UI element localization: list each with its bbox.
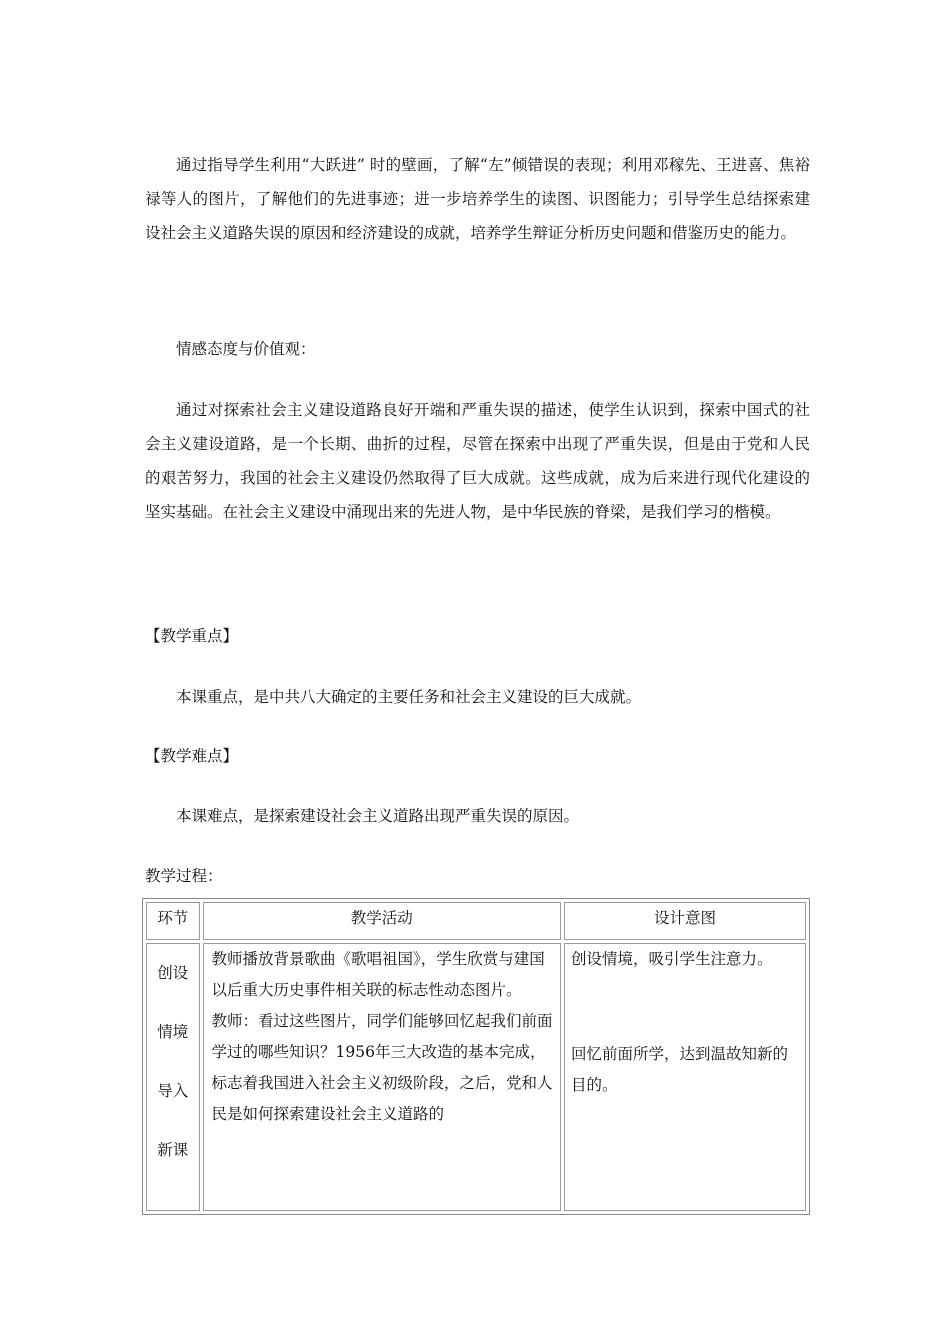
difficult-point-heading: 【教学难点】 (145, 747, 239, 765)
stage-cell (146, 943, 200, 1211)
ability-objective-paragraph: 通过指导学生利用“大跃进” 时的壁画，了解“左”倾错误的表现；利用邓稼先、王进喜、焦裕禄等人的图片，了解他们的先进事迹；进一步培养学生的读图、识图能力；引导学生总结探索建设社会主义道路失误的原因和经济建设的成就，培养学生辩证分析历史问题和借鉴历史的能力。 (145, 156, 810, 242)
activity-cell (203, 943, 561, 1211)
table-row (146, 943, 806, 1211)
intent-cell (564, 943, 806, 1211)
stage-line: 创设 (157, 964, 189, 982)
teaching-process-table (142, 898, 810, 1215)
intent-paragraph: 回忆前面所学，达到温故知新的目的。 (570, 1045, 788, 1094)
stage-line: 新课 (157, 1141, 189, 1159)
intent-paragraph: 创设情境，吸引学生注意力。 (570, 950, 773, 968)
key-point-heading: 【教学重点】 (145, 627, 239, 645)
table-header-row (146, 902, 806, 940)
activity-paragraph: 教师播放背景歌曲《歌唱祖国》，学生欣赏与建国以后重大历史事件相关联的标志性动态图片。 (211, 950, 545, 999)
header-activity: 教学活动 (203, 902, 561, 940)
stage-line: 情境 (157, 1023, 189, 1041)
emotion-objective-heading: 情感态度与价值观： (176, 340, 316, 358)
stage-line: 导入 (157, 1082, 189, 1100)
activity-paragraph: 教师：看过这些图片，同学们能够回忆起我们前面学过的哪些知识？1956年三大改造的基本完成，标志着我国进入社会主义初级阶段，之后，党和人民是如何探索建设社会主义道路的 (211, 1012, 553, 1123)
emotion-objective-paragraph: 通过对探索社会主义建设道路良好开端和严重失误的描述，使学生认识到，探索中国式的社会主义建设道路，是一个长期、曲折的过程，尽管在探索中出现了严重失误，但是由于党和人民的艰苦努力，我国的社会主义建设仍然取得了巨大成就。这些成就，成为后来进行现代化建设的坚实基础。在社会主义建设中涌现出来的先进人物，是中华民族的脊梁，是我们学习的楷模。 (145, 401, 810, 521)
process-heading: 教学过程： (145, 867, 223, 885)
header-intent: 设计意图 (564, 902, 806, 940)
difficult-point-text: 本课难点，是探索建设社会主义道路出现严重失误的原因。 (176, 807, 580, 825)
key-point-text: 本课重点，是中共八大确定的主要任务和社会主义建设的巨大成就。 (176, 688, 642, 706)
header-stage: 环节 (146, 902, 200, 940)
